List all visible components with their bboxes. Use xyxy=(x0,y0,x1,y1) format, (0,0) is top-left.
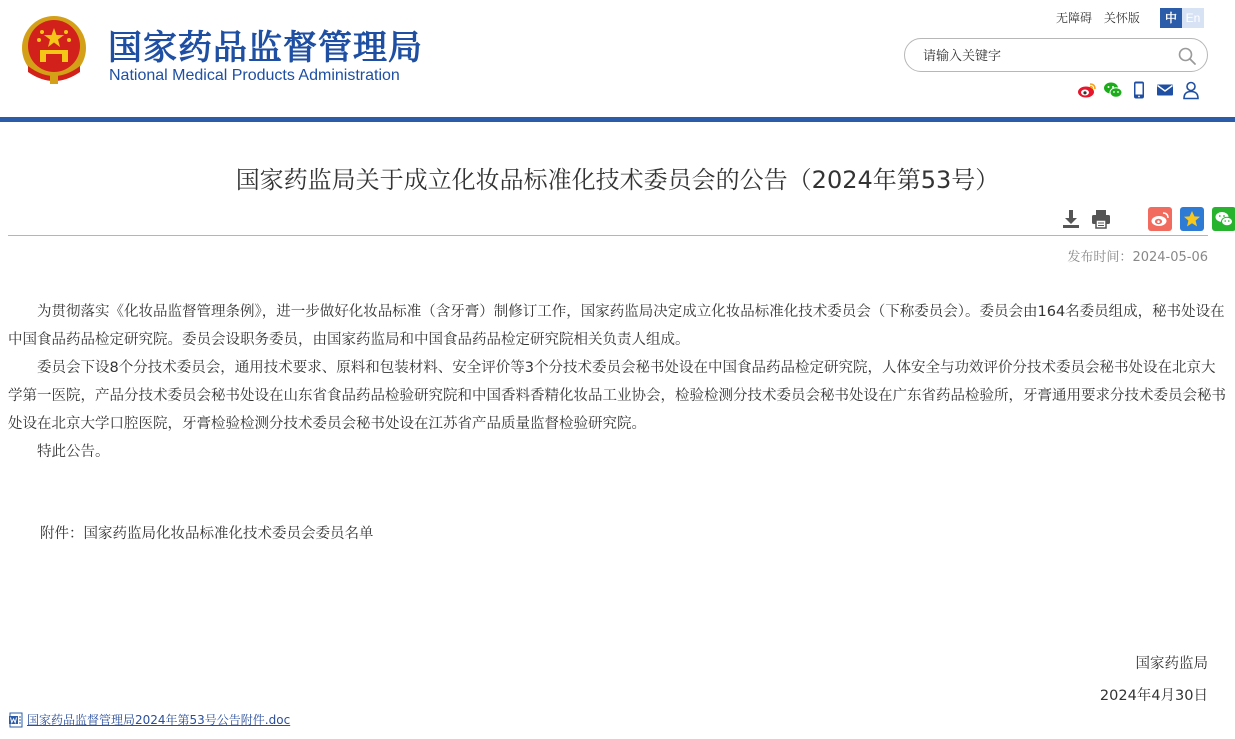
paragraph: 为贯彻落实《化妆品监督管理条例》，进一步做好化妆品标准（含牙膏）制修订工作，国家药监局决定成立化妆品标准化技术委员会（下称委员会）。委员会由164名委员组成，秘书处设在中国食品药品检定研究院。委员会设职务委员，由国家药监局和中国食品药品检定研究院相关负责人组成。 xyxy=(8,304,1225,348)
attachment-file-link[interactable] xyxy=(8,711,290,728)
wechat-icon[interactable] xyxy=(1103,80,1123,100)
weibo-share-icon xyxy=(1150,209,1170,229)
site-title-cn: 国家药品监督管理局 xyxy=(108,28,423,68)
site-header xyxy=(0,0,1235,118)
lang-en-button[interactable]: En xyxy=(1182,8,1204,28)
accessibility-link[interactable]: 无障碍 xyxy=(1056,11,1093,25)
paragraph: 特此公告。 xyxy=(37,444,110,460)
download-icon[interactable] xyxy=(1060,208,1082,230)
social-links xyxy=(1077,80,1201,100)
article-body xyxy=(8,298,1228,466)
weibo-icon[interactable] xyxy=(1077,80,1097,100)
article-title: 国家药监局关于成立化妆品标准化技术委员会的公告（2024年第53号） xyxy=(235,166,1000,194)
print-icon[interactable] xyxy=(1090,208,1112,230)
attachment-note: 附件：国家药监局化妆品标准化技术委员会委员名单 xyxy=(40,526,374,542)
star-share-icon xyxy=(1182,209,1202,229)
publish-time xyxy=(1067,246,1208,265)
top-links xyxy=(1056,9,1148,26)
site-title-en: National Medical Products Administration xyxy=(109,67,400,84)
publish-time-value: 2024-05-06 xyxy=(1132,250,1208,265)
share-weibo-button[interactable] xyxy=(1148,207,1172,231)
search-input[interactable] xyxy=(923,46,1163,66)
signer: 国家药监局 xyxy=(1135,656,1208,672)
search-box xyxy=(904,38,1208,72)
word-doc-icon xyxy=(8,712,24,728)
user-icon[interactable] xyxy=(1181,80,1201,100)
attachment-file-name[interactable]: 国家药品监督管理局2024年第53号公告附件.doc xyxy=(27,713,291,727)
article-tools xyxy=(1060,207,1235,231)
share-qzone-button[interactable] xyxy=(1180,207,1204,231)
national-emblem-icon xyxy=(20,14,88,86)
paragraph: 委员会下设8个分技术委员会，通用技术要求、原料和包装材料、安全评价等3个分技术委员会秘书处设在中国食品药品检定研究院，人体安全与功效评价分技术委员会秘书处设在北京大学第一医院，产品分技术委员会秘书处设在山东省食品药品检验研究院和中国香料香精化妆品工业协会，检验检测分技术委员会秘书处设在广东省药品检验所，牙膏通用要求分技术委员会秘书处设在北京大学口腔医院，牙膏检验检测分技术委员会秘书处设在江苏省产品质量监督检验研究院。 xyxy=(8,360,1226,432)
mobile-icon[interactable] xyxy=(1129,80,1149,100)
share-wechat-button[interactable] xyxy=(1212,207,1235,231)
lang-zh-button[interactable]: 中 xyxy=(1160,8,1182,28)
header-divider-bar xyxy=(0,117,1235,122)
title-divider xyxy=(8,235,1208,236)
language-switch xyxy=(1160,8,1204,28)
sign-date: 2024年4月30日 xyxy=(1099,688,1208,704)
mail-icon[interactable] xyxy=(1155,80,1175,100)
publish-time-label: 发布时间： xyxy=(1067,250,1133,265)
wechat-share-icon xyxy=(1214,209,1234,229)
elderly-mode-link[interactable]: 关怀版 xyxy=(1103,11,1140,25)
search-icon[interactable] xyxy=(1177,46,1197,66)
